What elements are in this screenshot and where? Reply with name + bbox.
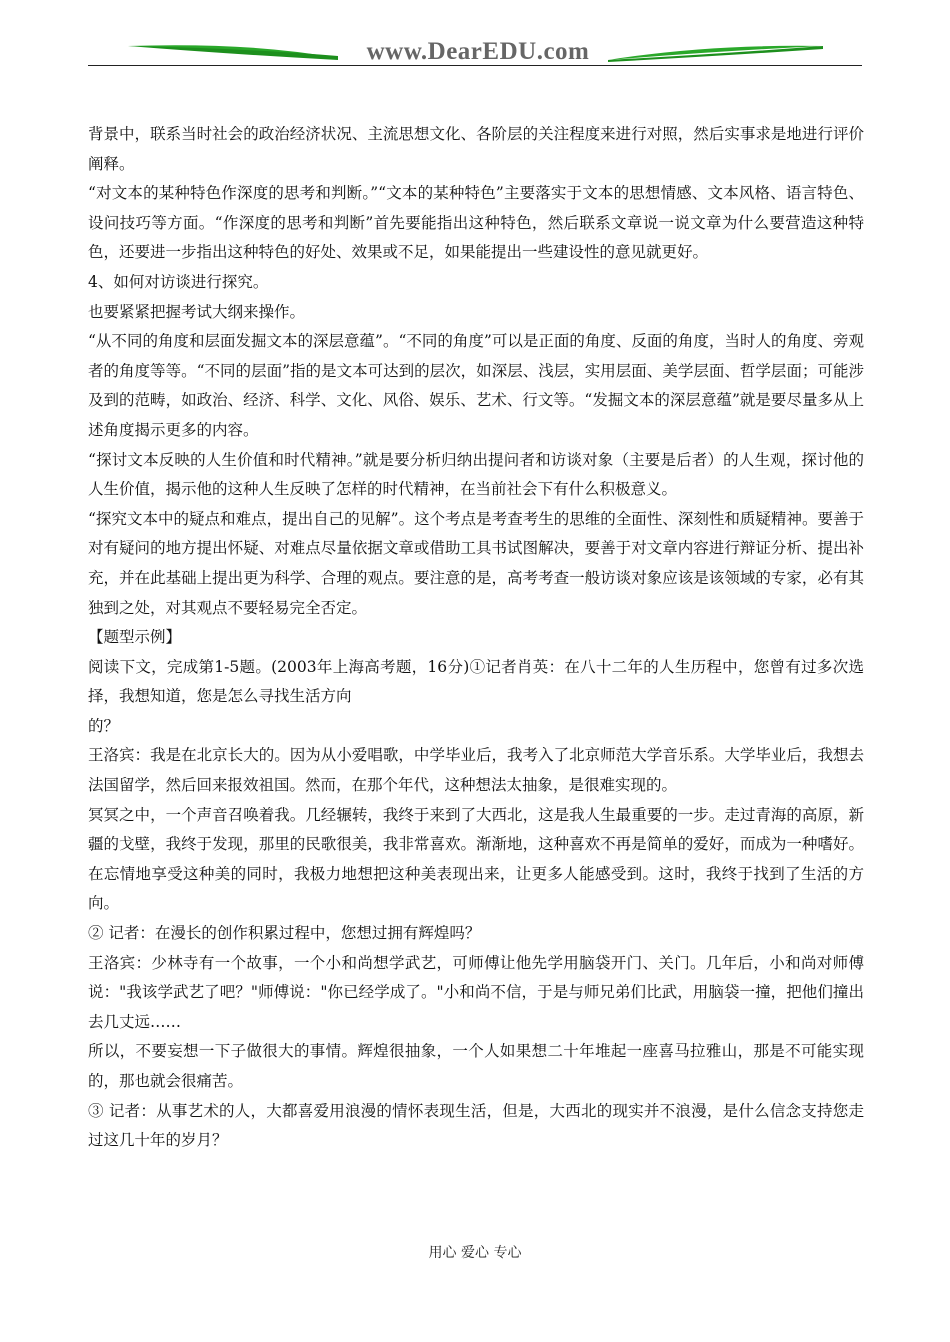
paragraph: 4、如何对访谈进行探究。 bbox=[88, 272, 269, 291]
paragraph: ③ 记者：从事艺术的人，大都喜爱用浪漫的情怀表现生活，但是，大西北的现实并不浪漫，是什么信念支持您走过这几十年的岁月？ bbox=[88, 1101, 864, 1150]
paragraph: 所以，不要妄想一下子做很大的事情。辉煌很抽象，一个人如果想二十年堆起一座喜马拉雅山，那是不可能实现的，那也就会很痛苦。 bbox=[88, 1042, 864, 1090]
paragraph: “对文本的某种特色作深度的思考和判断。”“文本的某种特色”主要落实于文本的思想情感、文本风格、语言特色、设问技巧等方面。“作深度的思考和判断”首先要能指出这种特色，然后联系文章说一说文章为什么要营造这种特色，还要进一步指出这种特色的好处、效果或不足，如果能提出一些建设性的意见就更好。 bbox=[88, 184, 864, 262]
paragraph: 的？ bbox=[88, 716, 120, 735]
paragraph: 背景中，联系当时社会的政治经济状况、主流思想文化、各阶层的关注程度来进行对照，然后实事求是地进行评价阐释。 bbox=[88, 125, 864, 173]
document-body bbox=[88, 120, 864, 1156]
paragraph: ② 记者：在漫长的创作积累过程中，您想过拥有辉煌吗？ bbox=[88, 924, 481, 943]
header-divider bbox=[88, 65, 862, 66]
section-heading: 【题型示例】 bbox=[88, 628, 182, 647]
paragraph: “探讨文本反映的人生价值和时代精神。”就是要分析归纳出提问者和访谈对象（主要是后者）的人生观，探讨他的人生价值，揭示他的这种人生反映了怎样的时代精神，在当前社会下有什么积极意义。 bbox=[88, 450, 864, 499]
site-logo: www.DearEDU.com bbox=[366, 38, 590, 65]
paragraph: “探究文本中的疑点和难点，提出自己的见解”。这个考点是考查考生的思维的全面性、深刻性和质疑精神。要善于对有疑问的地方提出怀疑、对难点尽量依据文章或借助工具书试图解决，要善于对文章内容进行辩证分析、提出补充，并在此基础上提出更为科学、合理的观点。要注意的是，高考考查一般访谈对象应该是该领域的专家，必有其独到之处，对其观点不要轻易完全否定。 bbox=[88, 509, 864, 617]
paragraph: 冥冥之中，一个声音召唤着我。几经辗转，我终于来到了大西北，这是我人生最重要的一步。走过青海的高原，新疆的戈壁，我终于发现，那里的民歌很美，我非常喜欢。渐渐地，这种喜欢不再是简单的爱好，而成为一种嗜好。在忘情地享受这种美的同时，我极力地想把这种美表现出来，让更多人能感受到。这时，我终于找到了生活的方向。 bbox=[88, 805, 864, 913]
page-footer: 用心 爱心 专心 bbox=[428, 1245, 522, 1261]
paragraph: 也要紧紧把握考试大纲来操作。 bbox=[88, 302, 306, 321]
paragraph: 阅读下文，完成第1-5题。(2003年上海高考题，16分)①记者肖英：在八十二年的人生历程中，您曾有过多次选择，我想知道，您是怎么寻找生活方向 bbox=[88, 657, 864, 706]
paragraph: “从不同的角度和层面发掘文本的深层意蕴”。“不同的角度”可以是正面的角度、反面的角度，当时人的角度、旁观者的角度等等。“不同的层面”指的是文本可达到的层次，如深层、浅层，实用层面、美学层面、哲学层面；可能涉及到的范畴，如政治、经济、科学、文化、风俗、娱乐、艺术、行文等。“发掘文本的深层意蕴”就是要尽量多从上述角度揭示更多的内容。 bbox=[88, 332, 864, 439]
paragraph: 王洛宾：我是在北京长大的。因为从小爱唱歌，中学毕业后，我考入了北京师范大学音乐系。大学毕业后，我想去法国留学，然后回来报效祖国。然而，在那个年代，这种想法太抽象，是很难实现的。 bbox=[88, 746, 864, 795]
paragraph: 王洛宾：少林寺有一个故事，一个小和尚想学武艺，可师傅让他先学用脑袋开门、关门。几年后，小和尚对师傅说："我该学武艺了吧？"师傅说："你已经学成了。"小和尚不信，于是与师兄弟们比武，用脑袋一撞，把他们撞出去几丈远…… bbox=[88, 953, 864, 1031]
